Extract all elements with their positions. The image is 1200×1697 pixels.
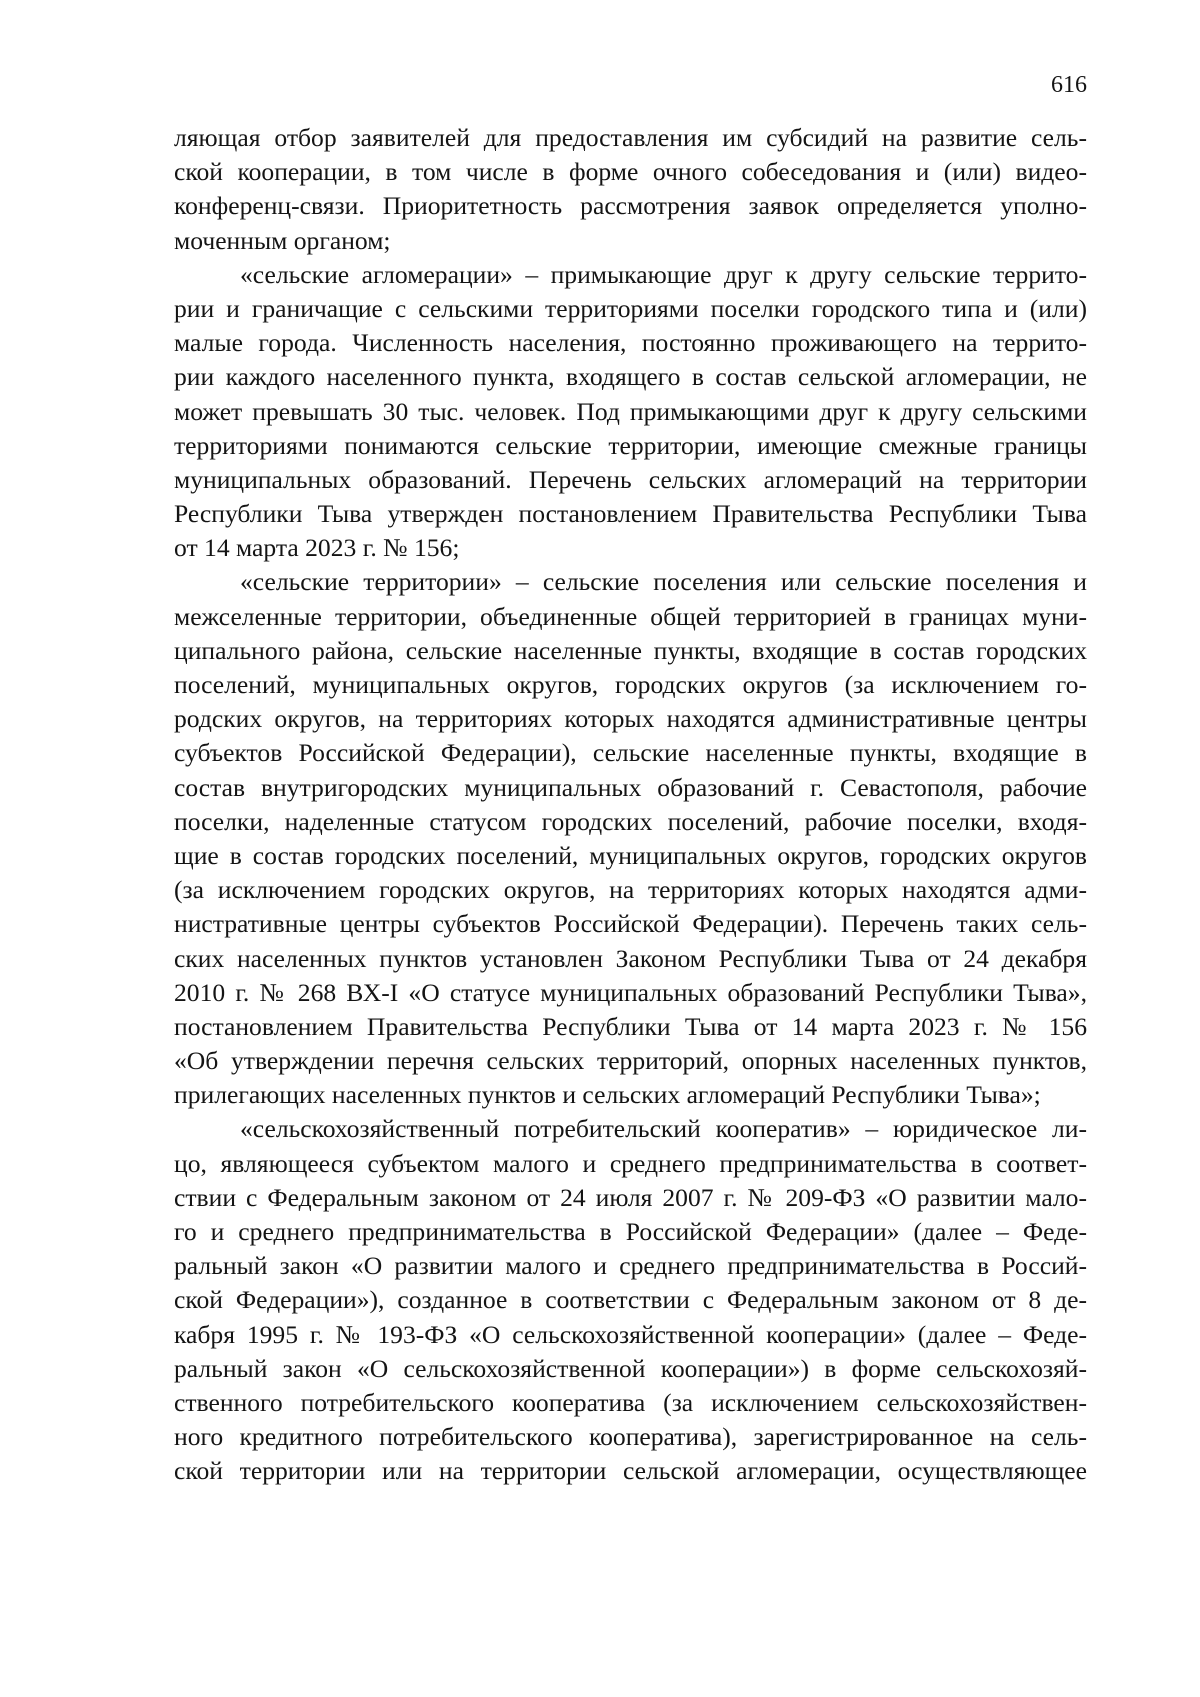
text-line: 2010 г. № 268 ВХ-I «О статусе муниципальных образований Республики Тыва», bbox=[174, 977, 1087, 1007]
text-line: прилегающих населенных пунктов и сельских агломераций Республики Тыва»; bbox=[174, 1080, 1041, 1110]
text-line: ральный закон «О развитии малого и среднего предпринимательства в Россий- bbox=[174, 1251, 1087, 1281]
paragraph-selection-priority bbox=[174, 121, 1087, 258]
text-line: ской кооперации, в том числе в форме очного собеседования и (или) видео- bbox=[174, 157, 1087, 187]
text-line: ских населенных пунктов установлен Законом Республики Тыва от 24 декабря bbox=[174, 943, 1087, 973]
text-line: межселенные территории, объединенные общей территорией в границах муни- bbox=[174, 601, 1087, 631]
text-line: рии и граничащие с сельскими территориями поселки городского типа и (или) bbox=[174, 293, 1087, 323]
text-line: малые города. Численность населения, постоянно проживающего на террито- bbox=[174, 328, 1087, 358]
text-line: ствии с Федеральным законом от 24 июля 2007 г. № 209-ФЗ «О развитии мало- bbox=[174, 1182, 1087, 1212]
text-line: ляющая отбор заявителей для предоставления им субсидий на развитие сель- bbox=[174, 123, 1087, 152]
text-line: моченным органом; bbox=[174, 225, 391, 255]
text-line: «Об утверждении перечня сельских территорий, опорных населенных пунктов, bbox=[174, 1046, 1087, 1076]
text-line: от 14 марта 2023 г. № 156; bbox=[174, 533, 460, 563]
text-line: ской Федерации»), созданное в соответствии с Федеральным законом от 8 де- bbox=[174, 1285, 1087, 1315]
text-line: цо, являющееся субъектом малого и среднего предпринимательства в соответ- bbox=[174, 1148, 1087, 1178]
text-line: постановлением Правительства Республики Тыва от 14 марта 2023 г. № 156 bbox=[174, 1011, 1087, 1041]
text-line: щие в состав городских поселений, муниципальных округов, городских округов bbox=[174, 840, 1087, 870]
text-line: «сельскохозяйственный потребительский кооператив» – юридическое ли- bbox=[240, 1114, 1087, 1144]
text-line: нистративные центры субъектов Российской Федерации). Перечень таких сель- bbox=[174, 909, 1087, 939]
text-line: кабря 1995 г. № 193-ФЗ «О сельскохозяйственной кооперации» (далее – Феде- bbox=[174, 1319, 1087, 1349]
text-line: поселений, муниципальных округов, городских округов (за исключением го- bbox=[174, 670, 1087, 699]
text-line: ципального района, сельские населенные пункты, входящие в состав городских bbox=[174, 635, 1087, 665]
text-line: поселки, наделенные статусом городских поселений, рабочие поселки, входя- bbox=[174, 806, 1087, 836]
text-line: ного кредитного потребительского кооператива), зарегистрированное на сель- bbox=[174, 1422, 1087, 1452]
document-body bbox=[174, 121, 1087, 1489]
text-line: «сельские агломерации» – примыкающие друг к другу сельские террито- bbox=[240, 259, 1087, 289]
text-line: родских округов, на территориях которых находятся административные центры bbox=[174, 704, 1087, 734]
paragraph-rural-territories bbox=[174, 565, 1087, 1112]
text-line: субъектов Российской Федерации), сельские населенные пункты, входящие в bbox=[174, 738, 1087, 768]
text-line: ральный закон «О сельскохозяйственной кооперации») в форме сельскохозяй- bbox=[174, 1353, 1087, 1383]
text-line: ской территории или на территории сельской агломерации, осуществляющее bbox=[174, 1456, 1087, 1486]
text-line: ственного потребительского кооператива (за исключением сельскохозяйствен- bbox=[174, 1387, 1087, 1417]
text-line: территориями понимаются сельские территории, имеющие смежные границы bbox=[174, 430, 1087, 460]
text-line: рии каждого населенного пункта, входящего в состав сельской агломерации, не bbox=[174, 362, 1087, 392]
text-line: может превышать 30 тыс. человек. Под примыкающими друг к другу сельскими bbox=[174, 396, 1087, 426]
text-line: состав внутригородских муниципальных образований г. Севастополя, рабочие bbox=[174, 772, 1087, 802]
text-line: муниципальных образований. Перечень сельских агломераций на территории bbox=[174, 464, 1087, 494]
text-line: «сельские территории» – сельские поселения или сельские поселения и bbox=[240, 567, 1087, 597]
paragraph-rural-agglomerations bbox=[174, 258, 1087, 566]
text-line: (за исключением городских округов, на территориях которых находятся адми- bbox=[174, 875, 1087, 905]
paragraph-agricultural-consumer-cooperative bbox=[174, 1112, 1087, 1488]
text-line: го и среднего предпринимательства в Российской Федерации» (далее – Феде- bbox=[174, 1217, 1087, 1246]
text-line: Республики Тыва утвержден постановлением Правительства Республики Тыва bbox=[174, 499, 1087, 529]
page-number: 616 bbox=[1051, 72, 1087, 98]
text-line: конференц-связи. Приоритетность рассмотрения заявок определяется уполно- bbox=[174, 191, 1087, 221]
